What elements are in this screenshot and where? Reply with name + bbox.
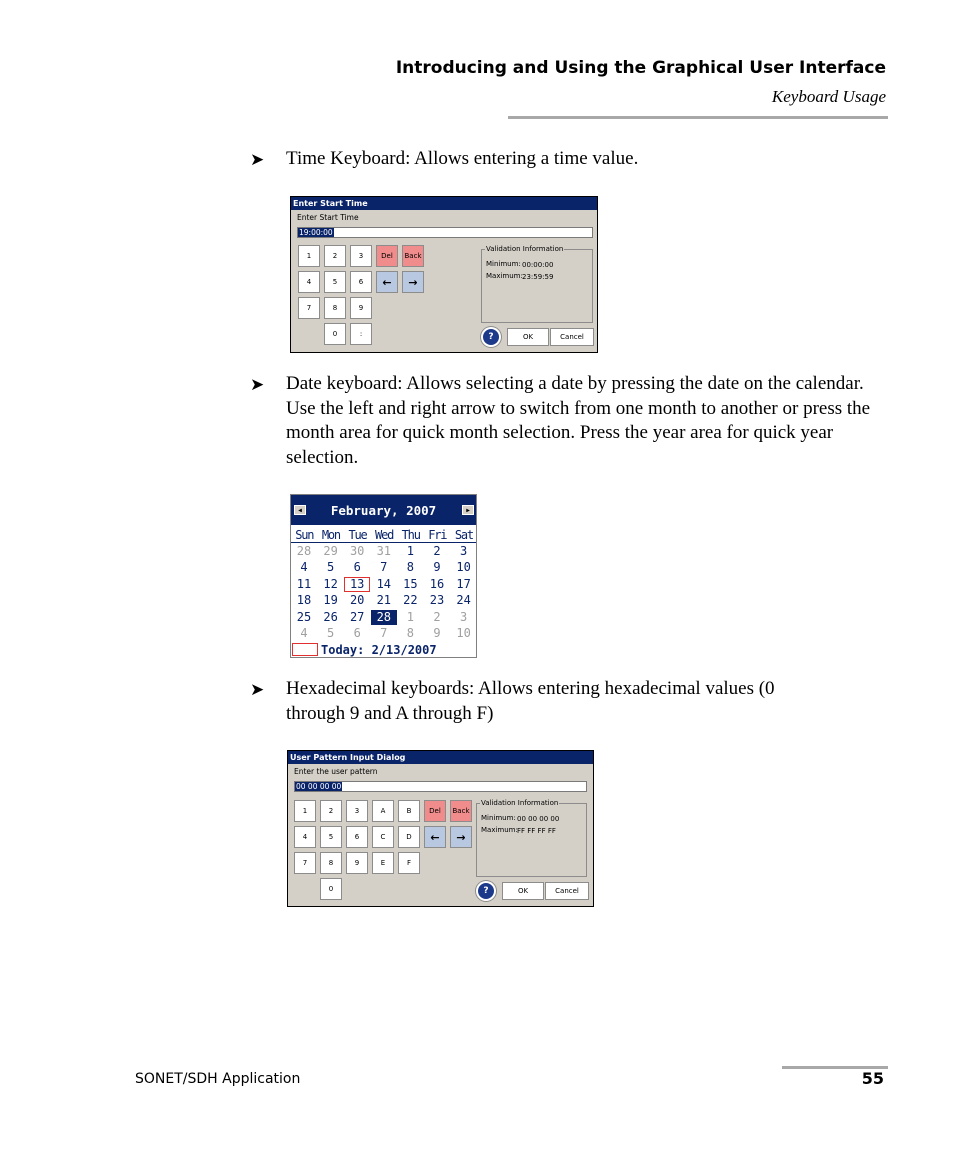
key-0[interactable]: 0 [324,323,346,345]
help-icon[interactable]: ? [483,329,499,345]
key-4[interactable]: 4 [294,826,316,848]
key-6[interactable]: 6 [346,826,368,848]
help-icon[interactable]: ? [478,883,494,899]
ok-button[interactable]: OK [507,328,549,346]
calendar-day[interactable]: 23 [429,593,445,608]
del-button[interactable]: Del [424,800,446,822]
validation-title: Validation Information [481,799,559,807]
page-header-title: Introducing and Using the Graphical User Interface [395,58,886,78]
left-arrow-button[interactable]: ← [424,826,446,848]
calendar-day-other-month[interactable]: 4 [300,626,308,640]
weekday-thu: Thu [401,528,420,542]
cancel-button[interactable]: Cancel [550,328,594,346]
key-3[interactable]: 3 [346,800,368,822]
bullet-2: ➤ [250,375,265,394]
hex-input[interactable] [294,781,587,792]
key-2[interactable]: 2 [324,245,346,267]
maximum-label: Maximum: [481,826,518,834]
paragraph-time-keyboard: Time Keyboard: Allows entering a time value. [286,148,639,169]
next-month-icon[interactable]: ▶ [462,505,474,515]
bullet-3: ➤ [250,680,265,699]
calendar-today-label[interactable]: Today: 2/13/2007 [321,643,437,657]
time-input-value: 19:00:00 [299,228,333,237]
header-rule [508,116,888,119]
calendar-day[interactable]: 10 [456,560,471,575]
calendar-day-other-month[interactable]: 9 [433,626,441,640]
page-header-subtitle: Keyboard Usage [771,87,886,106]
back-button[interactable]: Back [402,245,424,267]
key-1[interactable]: 1 [294,800,316,822]
calendar-day-other-month[interactable]: 30 [349,544,365,558]
maximum-value: FF FF FF FF [517,827,556,835]
calendar-day[interactable]: 2 [433,544,441,558]
calendar-day-other-month[interactable]: 31 [376,544,392,558]
key-colon[interactable]: : [350,323,372,345]
right-arrow-button[interactable]: → [450,826,472,848]
key-1[interactable]: 1 [298,245,320,267]
calendar-day[interactable]: 15 [403,576,418,591]
page-number: 55 [861,1069,884,1088]
calendar-day[interactable]: 13 [344,577,370,592]
key-8[interactable]: 8 [320,852,342,874]
paragraph-date-keyboard: Date keyboard: Allows selecting a date by pressing the date on the calendar. Use the left and right arrow to switch from one month to another or press the month area for quick month selection. Press the year area for quick year selection. [286,373,871,468]
paragraph-hex-keyboard: Hexadecimal keyboards: Allows entering hexadecimal values (0 through 9 and A through F) [286,678,775,724]
validation-title: Validation Information [486,245,564,253]
calendar-day-other-month[interactable]: 8 [406,626,414,640]
key-7[interactable]: 7 [294,852,316,874]
calendar-day[interactable]: 4 [300,560,308,575]
calendar-day[interactable]: 7 [380,560,388,575]
calendar-day[interactable]: 25 [296,609,312,624]
calendar-day[interactable]: 6 [353,560,361,575]
calendar-day[interactable]: 12 [323,576,338,591]
key-5[interactable]: 5 [320,826,342,848]
dialog-title: Enter Start Time [291,197,597,210]
key-9[interactable]: 9 [350,297,372,319]
key-9[interactable]: 9 [346,852,368,874]
key-2[interactable]: 2 [320,800,342,822]
key-f[interactable]: F [398,852,420,874]
minimum-label: Minimum: [481,814,516,822]
key-b[interactable]: B [398,800,420,822]
today-marker [292,643,318,656]
key-a[interactable]: A [372,800,394,822]
calendar-day[interactable]: 21 [376,593,392,608]
calendar-day[interactable]: 26 [323,609,338,624]
calendar-day[interactable]: 8 [406,560,414,575]
weekday-mon: Mon [321,528,340,542]
hex-keyboard-dialog [287,750,594,907]
key-7[interactable]: 7 [298,297,320,319]
calendar-day[interactable]: 18 [296,593,312,608]
key-4[interactable]: 4 [298,271,320,293]
calendar-day-other-month[interactable]: 10 [456,626,471,640]
key-6[interactable]: 6 [350,271,372,293]
time-keyboard-dialog [290,196,598,353]
calendar-day[interactable]: 9 [433,560,441,575]
calendar-day[interactable]: 20 [349,593,365,608]
calendar-day[interactable]: 1 [406,544,414,558]
calendar-day-other-month[interactable]: 3 [459,609,468,624]
key-8[interactable]: 8 [324,297,346,319]
dialog-title: User Pattern Input Dialog [288,751,593,764]
calendar-day[interactable]: 14 [376,576,392,591]
key-d[interactable]: D [398,826,420,848]
maximum-label: Maximum: [486,272,523,280]
calendar-day-other-month[interactable]: 2 [433,609,441,624]
bullet-1: ➤ [250,150,265,169]
cancel-button[interactable]: Cancel [545,882,589,900]
calendar-day-other-month[interactable]: 29 [323,544,338,558]
calendar-day[interactable]: 22 [403,593,418,608]
prev-month-icon[interactable]: ◀ [294,505,306,515]
calendar-day[interactable]: 24 [456,593,471,608]
left-arrow-button[interactable]: ← [376,271,398,293]
minimum-value: 00 00 00 00 [517,815,560,823]
calendar-day[interactable]: 17 [456,576,471,591]
calendar-day-other-month[interactable]: 1 [406,609,414,624]
calendar-day[interactable]: 5 [326,560,335,575]
date-calendar [290,494,477,658]
hex-input-value: 00 00 00 00 [296,782,342,791]
right-arrow-button[interactable]: → [402,271,424,293]
key-c[interactable]: C [372,826,394,848]
key-0[interactable]: 0 [320,878,342,900]
calendar-day-other-month[interactable]: 28 [296,544,312,558]
calendar-month-year[interactable]: February, 2007 [330,503,437,518]
dialog-prompt: Enter the user pattern [294,767,378,776]
del-button[interactable]: Del [376,245,398,267]
calendar-day-other-month[interactable]: 6 [353,626,361,640]
key-3[interactable]: 3 [350,245,372,267]
calendar-day-other-month[interactable]: 7 [380,626,388,640]
calendar-day[interactable]: 16 [429,576,445,591]
calendar-divider [291,542,476,543]
back-button[interactable]: Back [450,800,472,822]
weekday-tue: Tue [348,528,367,542]
time-input[interactable] [297,227,593,238]
minimum-label: Minimum: [486,260,521,268]
weekday-sat: Sat [454,528,473,542]
key-5[interactable]: 5 [324,271,346,293]
footer-title: SONET/SDH Application [135,1071,301,1087]
calendar-day[interactable]: 3 [459,544,468,558]
calendar-day-other-month[interactable]: 5 [326,626,335,640]
weekday-sun: Sun [295,528,314,542]
validation-box [481,245,593,323]
maximum-value: 23:59:59 [522,273,554,281]
calendar-day[interactable]: 19 [323,593,338,608]
dialog-prompt: Enter Start Time [297,213,359,222]
validation-box [476,799,587,877]
calendar-day[interactable]: 27 [349,609,365,624]
calendar-day[interactable]: 11 [296,576,312,591]
weekday-wed: Wed [375,528,394,542]
key-e[interactable]: E [372,852,394,874]
ok-button[interactable]: OK [502,882,544,900]
minimum-value: 00:00:00 [522,261,554,269]
calendar-day[interactable]: 28 [371,610,397,625]
weekday-fri: Fri [428,528,447,542]
